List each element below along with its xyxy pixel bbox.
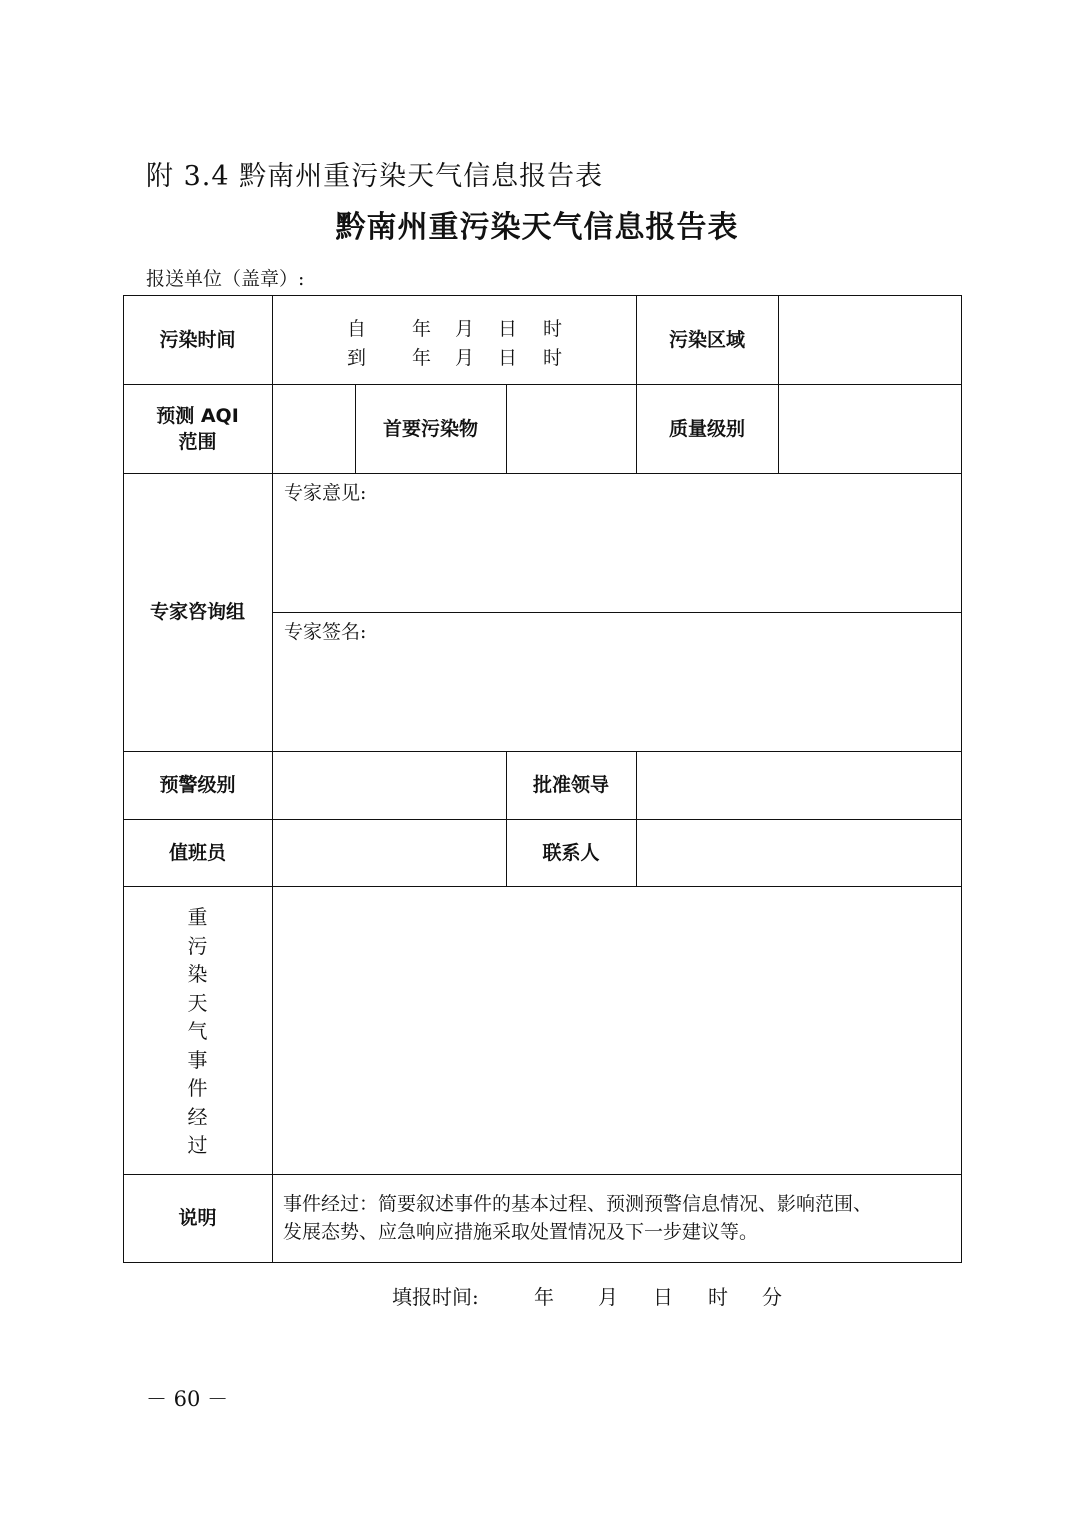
page-number: － 60 － — [146, 1387, 229, 1411]
quality-level-field[interactable] — [778, 384, 961, 473]
event-process-char: 过 — [187, 1133, 208, 1157]
duty-officer-label: 值班员 — [168, 841, 226, 864]
explanation-text-line1: 事件经过：简要叙述事件的基本过程、预测预警信息情况、影响范围、 — [283, 1193, 873, 1215]
fill-time-label: 填报时间: — [392, 1285, 479, 1309]
appendix-title: 附 3.4 黔南州重污染天气信息报告表 — [146, 161, 604, 192]
time-from-month: 月 — [455, 318, 475, 340]
time-to-month: 月 — [455, 347, 475, 369]
time-to-hour: 时 — [543, 347, 563, 369]
primary-pollutant-label: 首要污染物 — [382, 417, 478, 440]
expert-opinion-field[interactable] — [272, 503, 961, 611]
time-from-year: 年 — [412, 318, 432, 340]
pollution-area-field[interactable] — [778, 295, 961, 384]
table-border-bottom — [123, 1262, 962, 1263]
pollution-area-label: 污染区域 — [668, 328, 745, 351]
time-to-prefix: 到 — [347, 347, 367, 369]
explanation-text-line2: 发展态势、应急响应措施采取处置情况及下一步建议等。 — [283, 1221, 759, 1243]
time-from-prefix: 自 — [347, 318, 367, 340]
table-border-right — [961, 295, 962, 1263]
event-process-char: 事 — [187, 1047, 208, 1072]
warning-level-field[interactable] — [272, 751, 506, 819]
time-to-day: 日 — [498, 347, 518, 369]
explanation-label: 说明 — [178, 1207, 217, 1229]
fill-time-minute: 分 — [762, 1285, 782, 1309]
event-process-char: 件 — [187, 1076, 208, 1100]
contact-field[interactable] — [636, 819, 961, 886]
approver-field[interactable] — [636, 751, 961, 819]
event-process-char: 天 — [187, 990, 208, 1015]
contact-label: 联系人 — [542, 841, 600, 864]
aqi-range-label — [123, 384, 272, 473]
fill-time-row — [0, 1281, 1074, 1309]
fill-time-year: 年 — [534, 1285, 554, 1309]
fill-time-hour: 时 — [708, 1285, 728, 1309]
time-from-day: 日 — [498, 318, 518, 340]
expert-signature-field[interactable] — [272, 642, 961, 750]
event-process-char: 染 — [187, 962, 208, 986]
event-process-label — [123, 903, 272, 1160]
expert-signature-label: 专家签名: — [284, 621, 367, 643]
form-title: 黔南州重污染天气信息报告表 — [335, 210, 739, 245]
explanation-text — [283, 1190, 958, 1246]
expert-opinion-label: 专家意见: — [284, 482, 367, 504]
event-process-char: 经 — [187, 1104, 208, 1129]
event-process-char: 重 — [187, 905, 208, 929]
time-from-hour: 时 — [543, 318, 563, 340]
duty-officer-field[interactable] — [272, 819, 506, 886]
pollution-time-label: 污染时间 — [159, 328, 236, 351]
submit-unit-label: 报送单位（盖章）: — [146, 268, 305, 290]
event-process-char: 污 — [187, 933, 208, 958]
primary-pollutant-field[interactable] — [506, 384, 636, 473]
aqi-range-field[interactable] — [272, 384, 355, 473]
event-process-field[interactable] — [272, 886, 961, 1174]
aqi-range-label-line2: 范围 — [178, 430, 217, 453]
fill-time-day: 日 — [653, 1285, 673, 1309]
quality-level-label: 质量级别 — [668, 417, 745, 440]
event-process-char: 气 — [187, 1019, 208, 1043]
expert-divider — [272, 612, 962, 613]
time-to-year: 年 — [412, 347, 432, 369]
aqi-range-label-line1: 预测 AQI — [156, 404, 239, 427]
expert-group-label: 专家咨询组 — [149, 601, 245, 623]
warning-level-label: 预警级别 — [159, 774, 236, 796]
fill-time-month: 月 — [598, 1285, 618, 1309]
approver-label: 批准领导 — [532, 774, 609, 796]
